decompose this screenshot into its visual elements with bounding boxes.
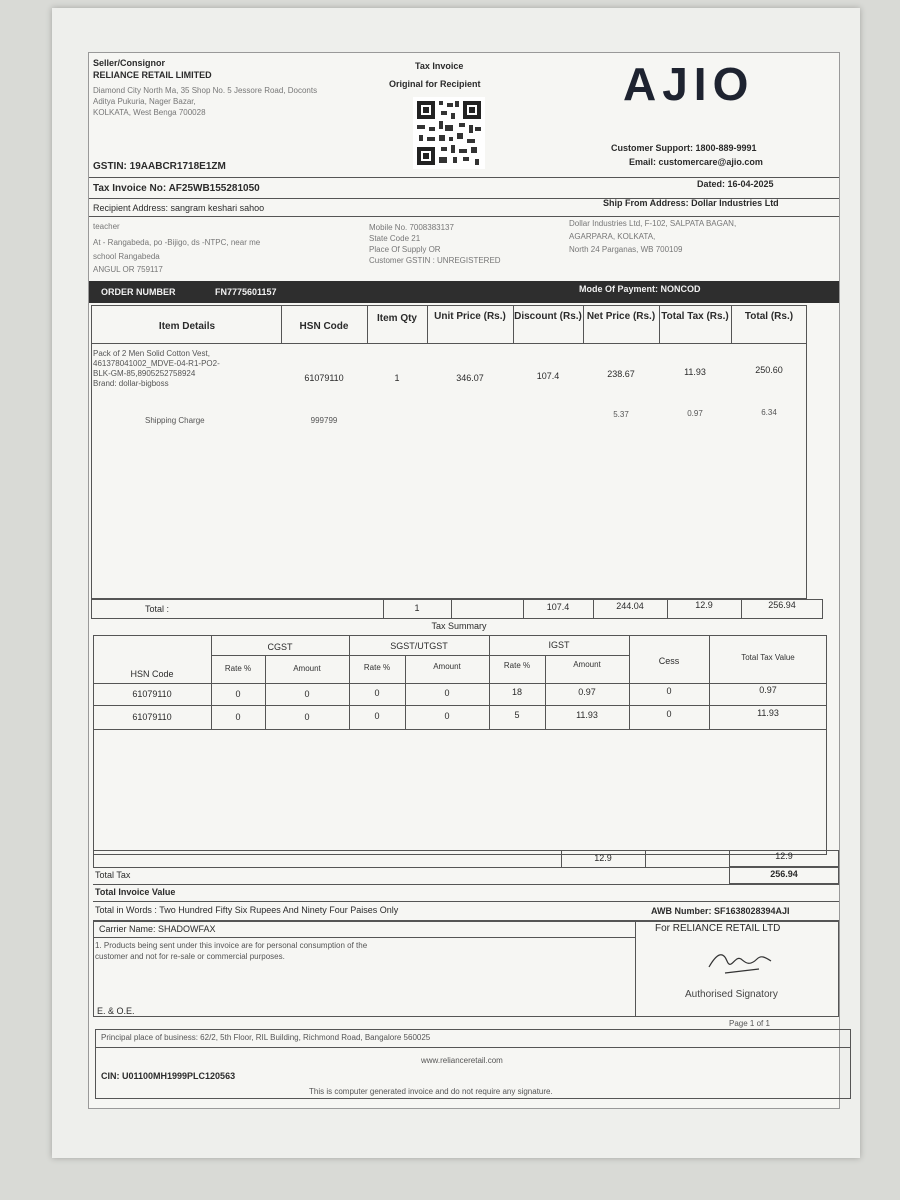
total-discount: 107.4 xyxy=(546,602,570,612)
tax-sub-amount: Amount xyxy=(293,664,321,673)
total-invoice-value: 256.94 xyxy=(770,869,798,879)
page-number: Page 1 of 1 xyxy=(729,1019,770,1028)
tax-col-cgst: CGST xyxy=(267,642,293,652)
col-net-price: Net Price (Rs.) xyxy=(586,311,656,322)
item-unit-price: 346.07 xyxy=(456,373,484,383)
tax-row-sgst-amount: 0 xyxy=(444,688,450,698)
item-description: Pack of 2 Men Solid Cotton Vest, xyxy=(93,349,210,358)
invoice-page xyxy=(88,52,840,1109)
item-qty: 1 xyxy=(394,373,400,383)
eoe: E. & O.E. xyxy=(97,1006,135,1016)
total-tax: 12.9 xyxy=(695,600,713,610)
total-amount: 256.94 xyxy=(768,600,796,610)
tax-row-igst-amount: 0.97 xyxy=(578,687,596,697)
recipient-address-label: Recipient Address: sangram keshari sahoo xyxy=(93,203,265,213)
tax-row-cess: 0 xyxy=(666,709,672,719)
total-tax-label: Total Tax xyxy=(95,870,131,880)
shipping-net-price: 5.37 xyxy=(613,410,629,419)
item-description: 461378041002_MDVE-04-R1-PO2- xyxy=(93,359,220,368)
awb-number: AWB Number: SF1638028394AJI xyxy=(651,906,790,916)
tax-col-cess: Cess xyxy=(658,656,680,666)
qr-code xyxy=(413,97,485,169)
shipping-hsn: 999799 xyxy=(310,416,338,425)
principal-place: Principal place of business: 62/2, 5th Floor, RIL Building, Richmond Road, Bangalore 560025 xyxy=(101,1033,431,1042)
tax-row-cgst-rate: 0 xyxy=(235,712,241,722)
mobile-number: Mobile No. 7008383137 xyxy=(369,223,454,232)
ship-from-line: Dollar Industries Ltd, F-102, SALPATA BAGAN, xyxy=(569,219,737,228)
tax-sub-rate: Rate % xyxy=(224,664,252,673)
tax-col-hsn: HSN Code xyxy=(130,669,174,679)
for-reliance: For RELIANCE RETAIL LTD xyxy=(655,923,781,934)
tax-invoice-label: Tax Invoice xyxy=(415,61,464,71)
tax-row-igst-amount: 11.93 xyxy=(576,710,598,720)
invoice-date: Dated: 16-04-2025 xyxy=(697,179,774,189)
recipient-address-line: ANGUL OR 759117 xyxy=(93,265,163,274)
item-description: BLK-GM-85,8905252758924 xyxy=(93,369,196,378)
shipping-tax: 0.97 xyxy=(687,409,703,418)
shipping-charge-label: Shipping Charge xyxy=(145,416,205,425)
col-hsn-code: HSN Code xyxy=(299,321,349,332)
support-email: Email: customercare@ajio.com xyxy=(629,157,763,167)
item-brand: Brand: dollar-bigboss xyxy=(93,379,169,388)
seller-address-line: KOLKATA, West Benga 700028 xyxy=(93,108,206,117)
item-total-tax: 11.93 xyxy=(684,367,706,377)
col-item-qty: Item Qty xyxy=(376,313,417,324)
items-total-label: Total : xyxy=(145,604,170,614)
total-net: 244.04 xyxy=(616,601,644,611)
note-line: customer and not for re-sale or commercial purposes. xyxy=(95,952,285,961)
col-unit-price: Unit Price (Rs.) xyxy=(434,311,506,322)
ship-from-line: North 24 Parganas, WB 700109 xyxy=(569,245,683,254)
tax-col-sgst: SGST/UTGST xyxy=(390,641,448,651)
total-invoice-label: Total Invoice Value xyxy=(95,887,176,897)
tax-row-cgst-rate: 0 xyxy=(235,689,241,699)
order-number: FN7775601157 xyxy=(215,287,277,297)
item-total: 250.60 xyxy=(755,365,783,375)
tax-sub-rate: Rate % xyxy=(503,661,531,670)
col-total: Total (Rs.) xyxy=(744,311,794,322)
item-net-price: 238.67 xyxy=(607,369,635,379)
payment-mode: Mode Of Payment: NONCOD xyxy=(579,284,701,294)
tax-row-igst-rate: 18 xyxy=(511,687,522,697)
note-line: 1. Products being sent under this invoice are for personal consumption of the xyxy=(95,941,368,950)
seller-gstin: GSTIN: 19AABCR1718E1ZM xyxy=(93,161,226,172)
ajio-logo: AJIO xyxy=(623,58,755,110)
tax-sum-row xyxy=(93,850,839,868)
seller-address-line: Aditya Pukuria, Nager Bazar, xyxy=(93,97,196,106)
recipient-address-line: teacher xyxy=(93,222,120,231)
tax-row-cess: 0 xyxy=(666,686,672,696)
tax-col-total-value: Total Tax Value xyxy=(741,653,795,662)
seller-name: RELIANCE RETAIL LIMITED xyxy=(93,70,212,80)
tax-row-cgst-amount: 0 xyxy=(304,712,310,722)
website: www.relianceretail.com xyxy=(421,1056,503,1065)
tax-sub-rate: Rate % xyxy=(363,663,391,672)
recipient-address-line: At - Rangabeda, po -Bijigo, ds -NTPC, near me xyxy=(93,238,261,247)
customer-gstin: Customer GSTIN : UNREGISTERED xyxy=(369,256,501,265)
order-number-label: ORDER NUMBER xyxy=(101,287,176,297)
place-of-supply: Place Of Supply OR xyxy=(369,245,441,254)
total-qty: 1 xyxy=(414,603,420,613)
computer-generated-note: This is computer generated invoice and do not require any signature. xyxy=(309,1087,553,1096)
tax-row-igst-rate: 5 xyxy=(514,710,520,720)
tax-sum-igst: 12.9 xyxy=(594,853,612,863)
invoice-number: Tax Invoice No: AF25WB155281050 xyxy=(93,183,260,194)
col-total-tax: Total Tax (Rs.) xyxy=(661,311,729,322)
original-for-recipient: Original for Recipient xyxy=(389,79,481,89)
authorised-signatory: Authorised Signatory xyxy=(685,989,778,1000)
tax-row-sgst-amount: 0 xyxy=(444,711,450,721)
order-band xyxy=(89,281,839,303)
tax-row-hsn: 61079110 xyxy=(132,712,172,722)
cin-number: CIN: U01100MH1999PLC120563 xyxy=(101,1071,236,1081)
customer-support: Customer Support: 1800-889-9991 xyxy=(611,143,757,153)
shipping-total: 6.34 xyxy=(761,408,777,417)
recipient-address-line: school Rangabeda xyxy=(93,252,160,261)
col-item-details: Item Details xyxy=(158,321,216,332)
signature-mark xyxy=(705,947,775,977)
ship-from-line: AGARPARA, KOLKATA, xyxy=(569,232,656,241)
seller-address-line: Diamond City North Ma, 35 Shop No. 5 Jessore Road, Doconts xyxy=(93,86,318,95)
seller-label: Seller/Consignor xyxy=(93,58,166,68)
tax-col-igst: IGST xyxy=(548,640,570,650)
total-in-words: Total in Words : Two Hundred Fifty Six Rupees And Ninety Four Paises Only xyxy=(95,905,399,915)
tax-row-total: 0.97 xyxy=(759,685,777,695)
tax-row-total: 11.93 xyxy=(757,708,779,718)
col-discount: Discount (Rs.) xyxy=(514,311,582,322)
tax-sub-amount: Amount xyxy=(433,662,461,671)
state-code: State Code 21 xyxy=(369,234,421,243)
tax-row-cgst-amount: 0 xyxy=(304,689,310,699)
tax-row-sgst-rate: 0 xyxy=(374,711,380,721)
carrier-name: Carrier Name: SHADOWFAX xyxy=(99,924,216,934)
tax-summary-title: Tax Summary xyxy=(431,621,487,631)
item-discount: 107.4 xyxy=(536,371,560,381)
tax-row-sgst-rate: 0 xyxy=(374,688,380,698)
tax-sum-total: 12.9 xyxy=(775,851,793,861)
ship-from-label: Ship From Address: Dollar Industries Ltd xyxy=(603,198,779,208)
tax-sub-amount: Amount xyxy=(573,660,601,669)
tax-row-hsn: 61079110 xyxy=(132,689,172,699)
item-hsn: 61079110 xyxy=(304,373,344,383)
